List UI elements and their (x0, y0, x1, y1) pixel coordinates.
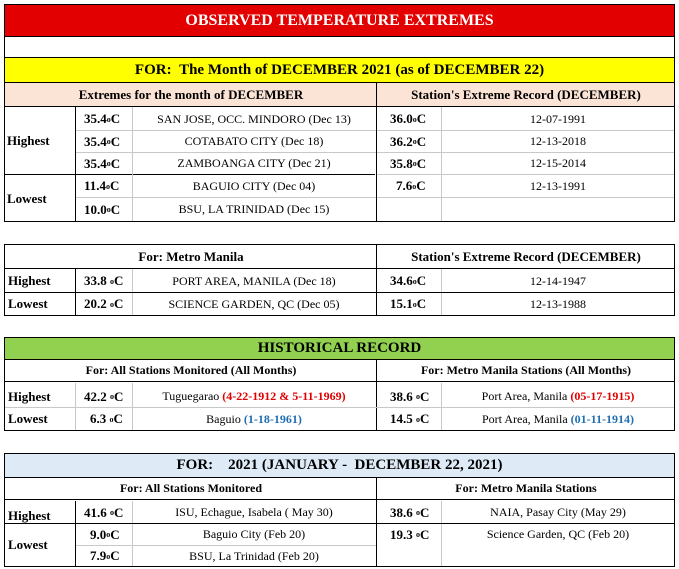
year-2021-table (4, 453, 675, 567)
section3-left-header: For: All Stations Monitored (All Months) (85, 363, 297, 377)
record-date: (1-18-1961) (243, 411, 302, 426)
table-row: 35.4 o C COTABATO CITY (Dec 18) 36.2 o C 12-13-2018 (4, 131, 675, 152)
record-value: 15.1 (390, 296, 413, 311)
section2-header (5, 245, 674, 269)
record-date: 12-07-1991 (530, 111, 586, 126)
page-title: OBSERVED TEMPERATURE EXTREMES (185, 11, 494, 29)
temp-value: 33.8 (84, 273, 107, 288)
record-value: 19.3 (390, 526, 413, 542)
highest-label: Highest (8, 273, 51, 288)
table-row: Lowest 20.2 o C SCIENCE GARDEN, QC (Dec 05) 15.1 o C 12-13-1988 (5, 293, 674, 315)
mm-record-date: (05-17-1915) (570, 389, 635, 403)
temp-value: 11.4 (84, 178, 107, 193)
station-name: Tuguegarao (162, 389, 220, 403)
table-row: 7.9 o C BSU, La Trinidad (Feb 20) (5, 546, 674, 566)
record-date: 12-13-1988 (530, 296, 586, 311)
temp-value: 20.2 (84, 296, 107, 311)
section3-right-header: For: Metro Manila Stations (All Months) (420, 363, 632, 377)
temp-value: 41.6 (84, 504, 107, 520)
mm-station-name: Port Area, Manila (482, 411, 568, 426)
section1-header (4, 83, 675, 107)
table-row: 35.4 o C ZAMBOANGA CITY (Dec 21) 35.8 o C 12-15-2014 (4, 153, 675, 174)
temp-value: 6.3 (90, 411, 107, 426)
metro-manila-table (4, 244, 675, 316)
record-date: 12-14-1947 (530, 273, 586, 288)
lowest-label: Lowest (8, 296, 48, 311)
for-month-text: The Month of DECEMBER 2021 (as of DECEMBER 22) (179, 61, 545, 78)
record-date: 12-13-1991 (530, 178, 586, 193)
station-name: SCIENCE GARDEN, QC (Dec 05) (168, 296, 340, 311)
station-name: BAGUIO CITY (Dec 04) (192, 178, 316, 193)
lowest-label: Lowest (7, 191, 47, 206)
lowest-label: Lowest (8, 537, 48, 552)
record-value: 38.6 (390, 504, 413, 520)
temp-value: 35.4 (84, 133, 107, 149)
section4-right-header: For: Metro Manila Stations (455, 481, 597, 495)
table-row: Highest 33.8 o C PORT AREA, MANILA (Dec 18) 34.6 o C 12-14-1947 (5, 270, 674, 292)
mm-station-name: Science Garden, QC (Feb 20) (486, 527, 630, 541)
spacer-row (4, 37, 675, 57)
temp-value: 9.0 (90, 526, 107, 542)
historical-record-table (4, 337, 675, 431)
station-name: COTABATO CITY (Dec 18) (184, 134, 324, 148)
highest-label: Highest (7, 133, 50, 148)
title-banner (4, 4, 675, 37)
highest-label: Highest (8, 508, 51, 523)
table-row: Highest 42.2 o C Tuguegarao (4-22-1912 & 5-11-1969) 38.6 o C Port Area, Manila (05-17-1915) (5, 386, 674, 407)
station-name: Baguio (206, 411, 241, 426)
record-value: 35.8 (390, 155, 413, 171)
section1-left-header: Extremes for the month of DECEMBER (78, 86, 304, 102)
record-value: 36.2 (390, 133, 413, 149)
historical-title: HISTORICAL RECORD (257, 340, 422, 356)
year-title-bar (5, 454, 674, 478)
record-value: 7.6 (396, 178, 413, 193)
table-row: 10.0 o C BSU, LA TRINIDAD (Dec 15) (4, 198, 675, 221)
temp-value: 10.0 (84, 201, 107, 217)
station-name: BSU, La Trinidad (Feb 20) (189, 548, 319, 563)
mm-station-name: NAIA, Pasay City (May 29) (490, 505, 626, 519)
record-value: 34.6 (390, 273, 413, 288)
temp-value: 7.9 (90, 548, 107, 563)
historical-title-bar (5, 338, 674, 360)
station-name: ISU, Echague, Isabela ( May 30) (175, 505, 333, 519)
table-row: 41.6 o C ISU, Echague, Isabela ( May 30) 38.6 o C NAIA, Pasay City (May 29) (5, 502, 674, 523)
temp-value: 42.2 (84, 388, 107, 404)
section2-right-header: Station's Extreme Record (DECEMBER) (411, 248, 641, 264)
for-prefix: FOR: (134, 61, 172, 78)
section2-left-header: For: Metro Manila (138, 248, 244, 264)
section3-header (5, 360, 674, 382)
for-month-banner (4, 57, 675, 83)
table-row: 11.4 o C BAGUIO CITY (Dec 04) 7.6 o C 12-13-1991 (4, 175, 675, 197)
station-name: SAN JOSE, OCC. MINDORO (Dec 13) (157, 111, 351, 126)
section4-header (5, 478, 674, 500)
table-row: 9.0 o C Baguio City (Feb 20) 19.3 o C Science Garden, QC (Feb 20) (5, 524, 674, 545)
station-name: BSU, LA TRINIDAD (Dec 15) (178, 202, 330, 216)
monthly-extremes-table (4, 83, 675, 222)
record-date: 12-15-2014 (530, 156, 586, 170)
lowest-label: Lowest (8, 411, 48, 426)
record-date: (4-22-1912 & 5-11-1969) (222, 389, 346, 403)
table-row: 35.4 o C SAN JOSE, OCC. MINDORO (Dec 13) 36.0 o C 12-07-1991 (4, 108, 675, 130)
mm-station-name: Port Area, Manila (481, 389, 568, 403)
station-name: ZAMBOANGA CITY (Dec 21) (177, 156, 331, 170)
highest-label: Highest (8, 388, 51, 404)
section4-left-header: For: All Stations Monitored (119, 481, 263, 495)
temp-value: 35.4 (84, 111, 107, 126)
section1-right-header: Station's Extreme Record (DECEMBER) (411, 86, 641, 102)
record-value: 38.6 (390, 388, 413, 404)
temp-value: 35.4 (84, 155, 107, 171)
record-value: 14.5 (390, 411, 413, 426)
table-row: Lowest 6.3 o C Baguio (1-18-1961) 14.5 o C Port Area, Manila (01-11-1914) (5, 408, 674, 430)
year-title: FOR: 2021 (JANUARY - DECEMBER 22, 2021) (176, 457, 503, 473)
mm-record-date: (01-11-1914) (570, 411, 634, 426)
record-date: 12-13-2018 (530, 134, 586, 148)
station-name: PORT AREA, MANILA (Dec 18) (172, 273, 336, 288)
station-name: Baguio City (Feb 20) (202, 527, 306, 541)
record-value: 36.0 (390, 111, 413, 126)
